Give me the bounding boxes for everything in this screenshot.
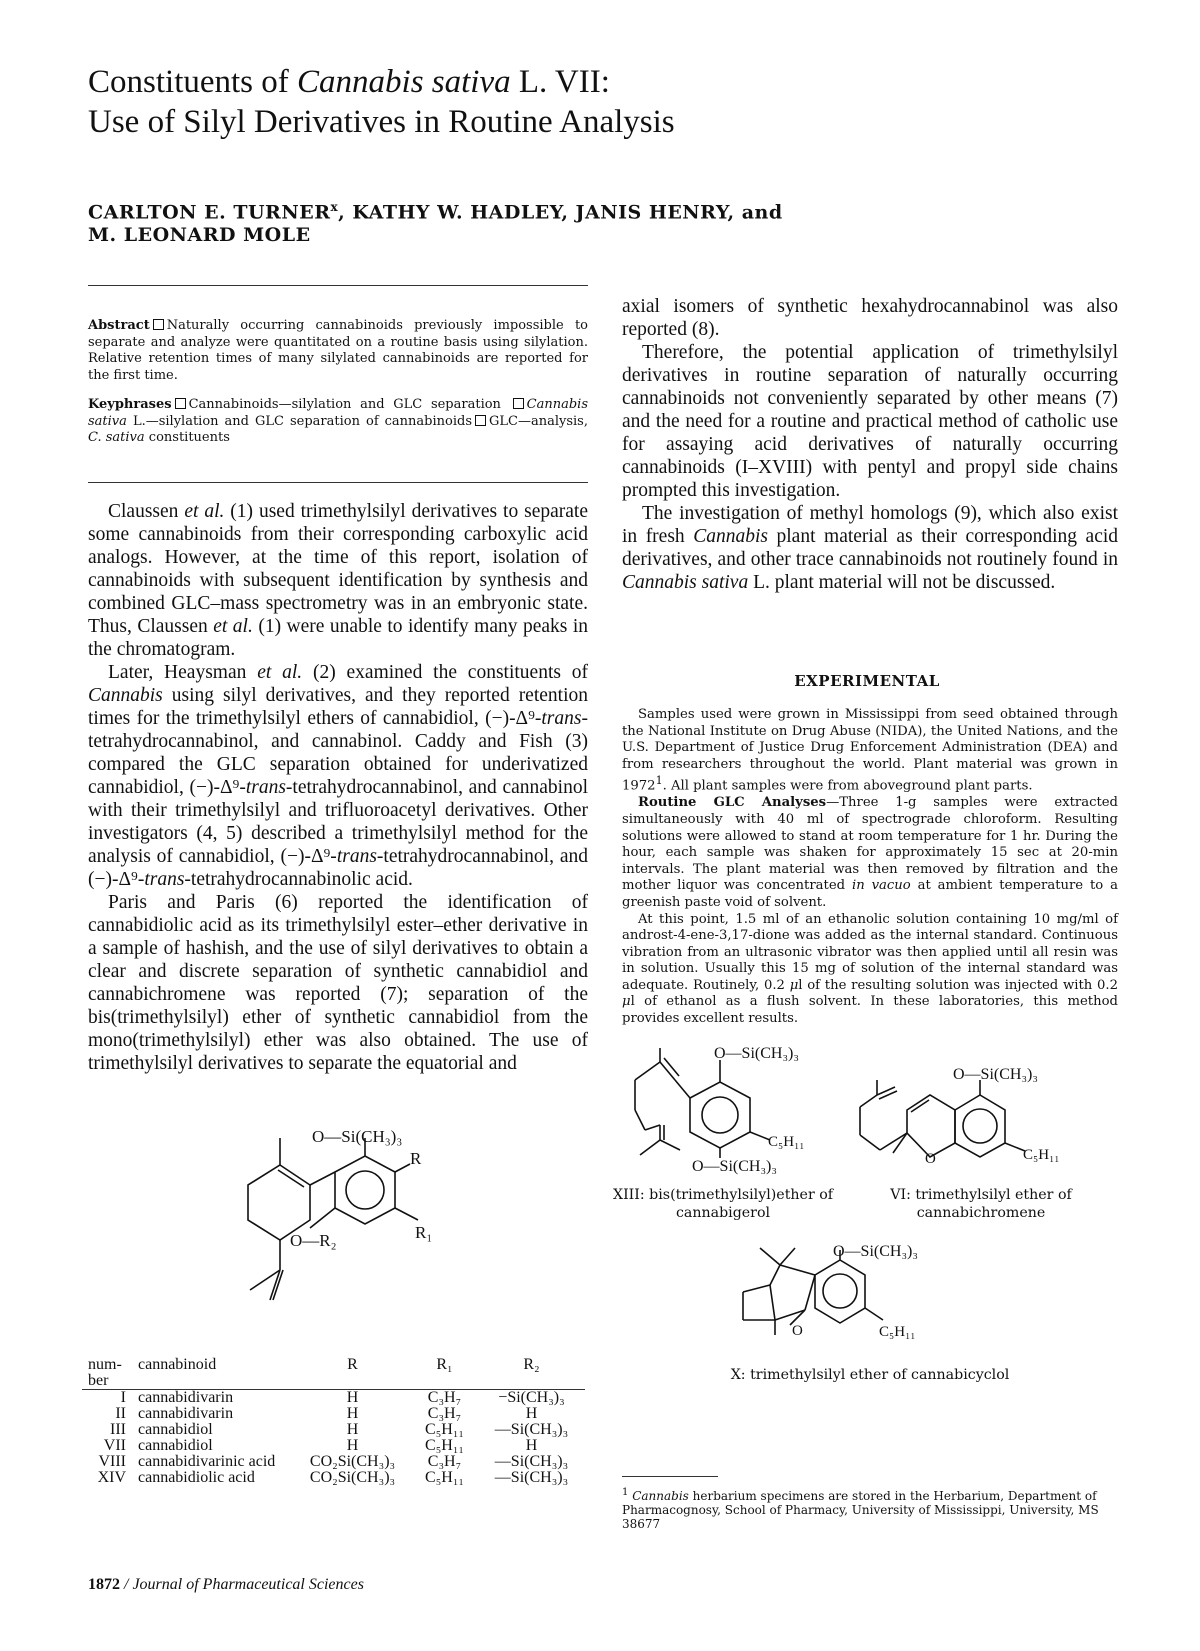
cyclohexene-ring <box>248 1165 310 1240</box>
text-run: at ambient temperature to a greenish paste void of solvent. <box>622 878 1119 910</box>
cell: C₅H₁₁ <box>425 1469 464 1486</box>
label-o: O <box>792 1323 803 1339</box>
col-header-cannabinoid: cannabinoid <box>138 1356 217 1373</box>
page-number: 1872 <box>88 1576 120 1593</box>
pyran-ring <box>907 1095 955 1157</box>
label-c5h11: C₅H₁₁ <box>1023 1147 1060 1163</box>
bond <box>675 1080 690 1098</box>
journal-footer <box>88 1576 364 1594</box>
keyphrase-2-italic: Cannabis sativa <box>88 396 588 429</box>
structure-vi-cannabichromene <box>855 1065 1100 1175</box>
caption-x: X: trimethylsilyl ether of cannabicyclol <box>730 1367 1010 1383</box>
cell: cannabidivarin <box>138 1389 234 1406</box>
text-run: Therefore, the potential application of trimethylsilyl derivatives in routine separation of naturally occurring cannabinoids not conveniently separated by other means (7) and the need for a routine and practical method of catholic use for assaying acid derivatives of naturally occurring cannabinoids (I–XVIII) with pentyl and propyl side chains prompted this investigation. <box>622 342 1118 501</box>
bond <box>635 1110 645 1130</box>
cell: cannabidiol <box>138 1421 213 1438</box>
cell: CO₂Si(CH₃)₃ <box>309 1453 396 1470</box>
aromatic-circle <box>346 1171 384 1209</box>
cell: —Si(CH₃)₃ <box>494 1421 569 1438</box>
keyphrase-3-italic: C. sativa <box>88 430 145 446</box>
cell: −Si(CH₃)₃ <box>498 1389 565 1406</box>
text-run: plant material as their corresponding acid derivatives, and other trace cannabinoids not routinely found in <box>622 526 1119 570</box>
cell: C₃H₇ <box>427 1389 462 1406</box>
text-run: axial isomers of synthetic hexahydrocannabinol was also reported (8). <box>622 296 1118 340</box>
cell: H <box>525 1437 538 1454</box>
section-heading-experimental: EXPERIMENTAL <box>794 672 940 690</box>
table-row <box>82 1422 585 1438</box>
table-row <box>82 1454 585 1470</box>
cell: H <box>346 1437 359 1454</box>
bond <box>865 1308 883 1320</box>
abstract-text: Naturally occurring cannabinoids previously impossible to separate and analyze were quantitated on a routine basis using silylation. Relative retention times of many silylated cannabinoids are reported for the first time. <box>88 318 588 384</box>
text-run: At this point, 1.5 ml of an ethanolic solution containing 10 mg/ml of androst-4-ene-3,17-dione was added as the internal standard. Continuous vibration from an ultrasonic vibrator was then applied until all resin was in solution. Usually this 15 mg of solution of the internal standard was adequate. Routinely, 0.2 <box>622 911 1118 993</box>
structure-xiii-cannabigerol <box>630 1040 840 1175</box>
text-italic: et al. <box>257 662 303 683</box>
cell: —Si(CH₃)₃ <box>494 1453 569 1470</box>
caption-vi: VI: trimethylsilyl ether of cannabichromene <box>890 1187 1072 1221</box>
cell: XIV <box>97 1469 126 1486</box>
cell: H <box>346 1421 359 1438</box>
text-run: -tetrahydrocannabinol, and cannabinol. Caddy and Fish (3) compared the GLC separation obtained for underivatized cannabidiol, (−)-Δ⁹- <box>88 708 588 798</box>
text-italic: et al. <box>184 501 225 522</box>
label-r1: R₁ <box>415 1223 433 1242</box>
text-run: -tetrahydrocannabinol, and (−)-Δ⁹- <box>88 846 588 890</box>
label-otms: O—Si(CH₃)₃ <box>953 1066 1038 1083</box>
box-bullet-icon <box>475 415 486 426</box>
cell: cannabidiolic acid <box>138 1469 255 1486</box>
col-header-r: R <box>347 1356 358 1373</box>
label-o: O <box>925 1151 936 1167</box>
cell: CO₂Si(CH₃)₃ <box>309 1469 396 1486</box>
col-header-r2: R₂ <box>523 1356 540 1373</box>
cell: VIII <box>98 1453 126 1470</box>
label-otms: O—Si(CH₃)₃ <box>833 1243 918 1260</box>
keyphrase-2: L.—silylation and GLC separation of cannabinoids <box>132 413 473 429</box>
or2-bond <box>310 1208 335 1228</box>
bond <box>760 1248 780 1265</box>
bond <box>750 1132 770 1140</box>
footer-separator: / <box>120 1576 133 1593</box>
text-run: -tetrahydrocannabinol, and cannabinol with their trimethylsilyl and trifluoroacetyl derivatives. Other investigators (4, 5) described a trimethylsilyl method for the analysis of cannabidiol, (−)-Δ⁹- <box>88 777 588 867</box>
text-run: l of ethanol as a flush solvent. In these laboratories, this method provides excellent results. <box>622 994 1118 1027</box>
article-title <box>88 62 1088 142</box>
text-italic: trans <box>144 869 185 890</box>
label-otms: O—Si(CH₃)₃ <box>714 1045 799 1062</box>
bond <box>893 1133 907 1153</box>
bond <box>770 1285 775 1320</box>
label-or2: O—R₂ <box>290 1231 337 1250</box>
text-run: Paris and Paris (6) reported the identification of cannabidiolic acid as its trimethylsilyl ester–ether derivative in a sample of hashish, and the use of silyl derivatives to obtain a clear and discrete separation of synthetic cannabidiol and cannabichromene was reported (7); separation of the bis(trimethylsilyl) ether of synthetic cannabidiol from the mono(trimethylsilyl) ether was also obtained. The use of trimethylsilyl derivatives to separate the equatorial and <box>88 892 588 1074</box>
text-italic: trans <box>541 708 582 729</box>
label-c5h11: C₅H₁₁ <box>879 1324 916 1340</box>
text-italic: Cannabis <box>88 685 163 706</box>
cell: II <box>115 1405 126 1422</box>
text-run: Claussen <box>108 501 179 522</box>
text-italic: μ <box>789 977 799 993</box>
bond <box>1005 1143 1025 1151</box>
bond <box>743 1285 770 1292</box>
title-text: Constituents of <box>88 64 298 100</box>
caption-xiii: XIII: bis(trimethylsilyl)ether of cannabigerol <box>612 1187 834 1221</box>
footnote <box>622 1486 1118 1531</box>
bond <box>660 1062 675 1080</box>
text-italic: μ <box>622 994 631 1010</box>
bond <box>780 1265 815 1275</box>
footnote-rule <box>622 1476 718 1477</box>
keyphrase-3-end: constituents <box>148 430 230 446</box>
cannabinoid-table <box>82 1357 585 1486</box>
keyphrases-label: Keyphrases <box>88 396 172 412</box>
bond <box>805 1275 815 1310</box>
cell: C₅H₁₁ <box>425 1437 464 1454</box>
footnote-ref: 1 <box>655 774 663 788</box>
benzene-ring <box>335 1156 395 1224</box>
aryl-bond <box>310 1172 335 1185</box>
table-row <box>82 1470 585 1486</box>
table-row <box>82 1406 585 1422</box>
abstract-block <box>88 318 588 459</box>
cell: C₅H₁₁ <box>425 1421 464 1438</box>
subheading-routine-glc: Routine GLC Analyses <box>638 795 827 811</box>
col-header-number: num-ber <box>88 1356 122 1389</box>
text-run: (1) used trimethylsilyl derivatives to separate some cannabinoids from their corresponding carboxylic acid analogs. However, at the time of this report, isolation of cannabinoids with subsequent identification by synthesis and combined GLC–mass spectrometry was in an embryonic state. Thus, Claussen <box>88 501 589 637</box>
table-row <box>82 1390 585 1407</box>
title-line2: Use of Silyl Derivatives in Routine Analysis <box>88 104 675 140</box>
footnote-text: herbarium specimens are stored in the Herbarium, Department of Pharmacognosy, School of Pharmacy, University of Mississippi, University, MS 38677 <box>622 1489 1099 1531</box>
structure-x-cannabicyclol <box>735 1240 965 1350</box>
footnote-marker: 1 <box>622 1487 629 1498</box>
cell: cannabidiol <box>138 1437 213 1454</box>
text-run: Later, Heaysman <box>108 662 247 683</box>
bond <box>640 1140 660 1155</box>
bond <box>664 1058 679 1076</box>
text-run: . All plant samples were from aboveground plant parts. <box>662 778 1033 794</box>
footnote-italic: Cannabis <box>632 1489 689 1503</box>
abstract-bottom-rule <box>88 482 588 483</box>
aromatic-circle <box>702 1097 738 1133</box>
journal-name: Journal of Pharmaceutical Sciences <box>132 1576 364 1593</box>
bond <box>780 1248 795 1265</box>
keyphrase-3: GLC—analysis, <box>489 413 588 429</box>
bond <box>880 1133 907 1150</box>
keyphrase-1: Cannabinoids—silylation and GLC separation <box>188 396 501 412</box>
bond <box>860 1135 880 1150</box>
structure-cannabidiol-scaffold <box>220 1130 490 1350</box>
aromatic-circle <box>963 1109 997 1143</box>
cell: H <box>525 1405 538 1422</box>
text-italic: in vacuo <box>851 878 911 894</box>
box-bullet-icon <box>175 398 186 409</box>
text-run: -tetrahydrocannabinolic acid. <box>184 869 413 890</box>
abstract-label: Abstract <box>88 318 150 333</box>
text-run: Samples used were grown in Mississippi from seed obtained through the National Institute on Drug Abuse (NIDA), the United Nations, and the U.S. Department of Justice Drug Enforcement Administration (DEA) and from researchers throughout the world. Plant material was grown in 1972 <box>622 707 1118 794</box>
text-italic: Cannabis <box>693 526 768 547</box>
r1-bond <box>395 1208 418 1220</box>
text-run: The investigation of methyl homologs (9), which also exist in fresh <box>622 503 1118 547</box>
left-column-text <box>88 500 588 1075</box>
r-bond <box>395 1164 410 1172</box>
benzene-ring <box>690 1082 750 1148</box>
bond <box>770 1265 780 1285</box>
label-otms-lower: O—Si(CH₃)₃ <box>692 1158 777 1175</box>
right-column-text <box>622 295 1118 594</box>
abstract-top-rule <box>88 285 588 286</box>
text-italic: trans <box>336 846 377 867</box>
text-italic: Cannabis sativa <box>622 572 749 593</box>
cell: H <box>346 1389 359 1406</box>
label-c5h11: C₅H₁₁ <box>768 1134 805 1150</box>
text-run: (2) examined the constituents of <box>312 662 589 683</box>
corresponding-mark: x <box>330 200 339 214</box>
text-italic: trans <box>245 777 286 798</box>
cell: III <box>110 1421 126 1438</box>
text-run: using silyl derivatives, and they reported retention times for the trimethylsilyl ethers of cannabidiol, (−)-Δ⁹- <box>88 685 588 729</box>
text-run: (1) were unable to identify many peaks in the chromatogram. <box>88 616 589 660</box>
label-r: R <box>410 1149 422 1168</box>
cell: VII <box>103 1437 126 1454</box>
title-italic: Cannabis sativa <box>297 64 511 100</box>
cell: C₃H₇ <box>427 1405 462 1422</box>
authors-line2: M. LEONARD MOLE <box>88 224 311 247</box>
cell: H <box>346 1405 359 1422</box>
author-list <box>88 196 1088 247</box>
author-turner: CARLTON E. TURNER <box>88 201 331 224</box>
cell: cannabidivarinic acid <box>138 1453 276 1470</box>
experimental-text <box>622 707 1118 1028</box>
bond <box>645 1125 660 1130</box>
text-run: l of the resulting solution was injected with 0.2 <box>798 977 1118 993</box>
cell: C₃H₇ <box>427 1453 462 1470</box>
cell: —Si(CH₃)₃ <box>494 1469 569 1486</box>
cell: I <box>120 1389 126 1406</box>
isopropenyl-bond <box>250 1270 280 1290</box>
title-text-end: L. VII: <box>510 64 610 100</box>
authors-line1: , KATHY W. HADLEY, JANIS HENRY, and <box>338 201 783 224</box>
label-otms: O—Si(CH₃)₃ <box>312 1130 403 1146</box>
text-italic: et al. <box>213 616 253 637</box>
text-run: L. plant material will not be discussed. <box>753 572 1056 593</box>
box-bullet-icon <box>153 319 164 330</box>
col-header-r1: R₁ <box>436 1356 453 1373</box>
aromatic-circle <box>823 1274 857 1308</box>
bond <box>660 1140 680 1150</box>
bond <box>860 1095 877 1107</box>
table-row <box>82 1438 585 1454</box>
box-bullet-icon <box>513 398 524 409</box>
text-run: —Three 1-g samples were extracted simultaneously with 40 ml of spectrograde chloroform. Resulting solutions were allowed to stand at room temperature for 1 hr. During the hour, each sample was shaken for approximately 15 sec at 20-min intervals. The plant material was then removed by filtration and the mother liquor was concentrated <box>622 795 1118 894</box>
bond <box>635 1062 660 1080</box>
cell: cannabidivarin <box>138 1405 234 1422</box>
